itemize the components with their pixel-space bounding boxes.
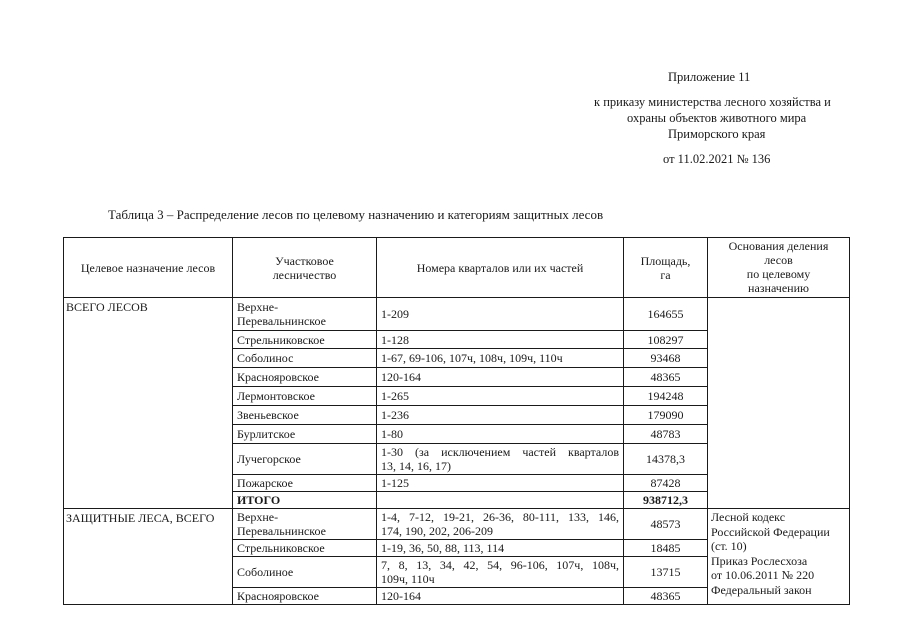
area-cell: 48365 (624, 368, 708, 387)
forestry-line: Перевальнинское (237, 314, 327, 328)
quarters-cell (377, 509, 624, 540)
header-basis-line: Основания деления (728, 239, 829, 253)
area-cell: 48573 (624, 509, 708, 540)
forestry-cell: Соболинос (233, 349, 377, 368)
forestry-cell: Лучегорское (233, 444, 377, 475)
area-cell: 87428 (624, 475, 708, 492)
appendix-order-line: Приморского края (668, 127, 766, 141)
quarters-cell: 1-67, 69-106, 107ч, 108ч, 109ч, 110ч (377, 349, 624, 368)
table-header-row (64, 238, 850, 298)
forestry-cell (233, 509, 377, 540)
forestry-cell: Бурлитское (233, 425, 377, 444)
area-cell: 48783 (624, 425, 708, 444)
area-cell: 108297 (624, 331, 708, 349)
quarters-cell: 1-265 (377, 387, 624, 406)
quarters-line: 1-4, 7-12, 19-21, 26-36, 80-111, 133, 146, (381, 510, 619, 524)
quarters-cell: 1-125 (377, 475, 624, 492)
forestry-cell: Красноярoвское (233, 588, 377, 605)
quarters-cell: 1-209 (377, 298, 624, 331)
basis-cell-empty (708, 298, 850, 509)
header-forestry-line: Участковое (275, 253, 334, 268)
area-cell: 13715 (624, 557, 708, 588)
quarters-cell: 1-80 (377, 425, 624, 444)
basis-line: Российской Федерации (711, 524, 830, 539)
forestry-line: Верхне- (237, 300, 279, 314)
quarters-line: 174, 190, 202, 206-209 (381, 524, 493, 538)
header-area (624, 238, 708, 298)
quarters-cell: 1-128 (377, 331, 624, 349)
quarters-line: 7, 8, 13, 34, 42, 54, 96-106, 107ч, 108ч, (381, 558, 619, 572)
forestry-cell: Лермонтовское (233, 387, 377, 406)
basis-line: Лесной кодекс (711, 510, 786, 524)
header-basis-line: лесов (764, 253, 793, 267)
category-cell: ЗАЩИТНЫЕ ЛЕСА, ВСЕГО (64, 509, 233, 605)
quarters-cell: 120-164 (377, 368, 624, 387)
area-cell: 18485 (624, 540, 708, 557)
area-cell: 179090 (624, 406, 708, 425)
header-quarters: Номера кварталов или их частей (377, 238, 624, 298)
quarters-cell: 120-164 (377, 588, 624, 605)
forestry-cell: Стрельниковское (233, 540, 377, 557)
area-cell: 93468 (624, 349, 708, 368)
forestry-cell: Красноярoвское (233, 368, 377, 387)
header-basis-line: по целевому (746, 267, 811, 281)
table-title: Таблица 3 – Распределение лесов по целевому назначению и категориям защитных лесов (108, 207, 604, 222)
forestry-cell: Стрельниковское (233, 331, 377, 349)
forestry-cell: Соболиное (233, 557, 377, 588)
header-area-line: Площадь, (640, 253, 691, 268)
header-forestry-line: лесничество (272, 267, 337, 282)
basis-line: Федеральный закон (711, 582, 812, 597)
appendix-order-line: к приказу министерства лесного хозяйства и (594, 95, 831, 109)
header-basis (708, 238, 850, 298)
quarters-cell (377, 444, 624, 475)
quarters-cell (377, 557, 624, 588)
appendix-order-line: охраны объектов животного мира (627, 111, 807, 125)
basis-line: (ст. 10) (711, 539, 747, 553)
header-area-line: га (660, 267, 671, 282)
quarters-line: 1-30 (за исключением частей кварталов (381, 445, 619, 459)
category-cell: ВСЕГО ЛЕСОВ (64, 298, 233, 509)
header-forestry (233, 238, 377, 298)
forestry-cell (233, 298, 377, 331)
header-basis-line: назначению (748, 281, 809, 295)
table-row (64, 298, 850, 331)
area-cell: 164655 (624, 298, 708, 331)
quarters-cell: 1-236 (377, 406, 624, 425)
basis-cell (708, 509, 850, 605)
forestry-line: Верхне- (237, 510, 279, 524)
basis-line: от 10.06.2011 № 220 (711, 568, 815, 582)
total-label: ИТОГО (233, 492, 377, 509)
area-cell: 194248 (624, 387, 708, 406)
forest-distribution-table (63, 237, 850, 605)
header-purpose: Целевое назначение лесов (64, 238, 233, 298)
quarters-line: 13, 14, 16, 17) (381, 459, 451, 473)
appendix-date: от 11.02.2021 № 136 (663, 152, 771, 166)
appendix-number: Приложение 11 (668, 70, 751, 84)
forestry-cell: Пожарское (233, 475, 377, 492)
quarters-line: 109ч, 110ч (381, 572, 435, 586)
total-quarters-empty (377, 492, 624, 509)
total-area: 938712,3 (624, 492, 708, 509)
quarters-cell: 1-19, 36, 50, 88, 113, 114 (377, 540, 624, 557)
area-cell: 14378,3 (624, 444, 708, 475)
table-row (64, 509, 850, 540)
forestry-line: Перевальнинское (237, 524, 327, 538)
basis-line: Приказ Рослесхоза (711, 553, 808, 568)
area-cell: 48365 (624, 588, 708, 605)
forestry-cell: Звеньевское (233, 406, 377, 425)
